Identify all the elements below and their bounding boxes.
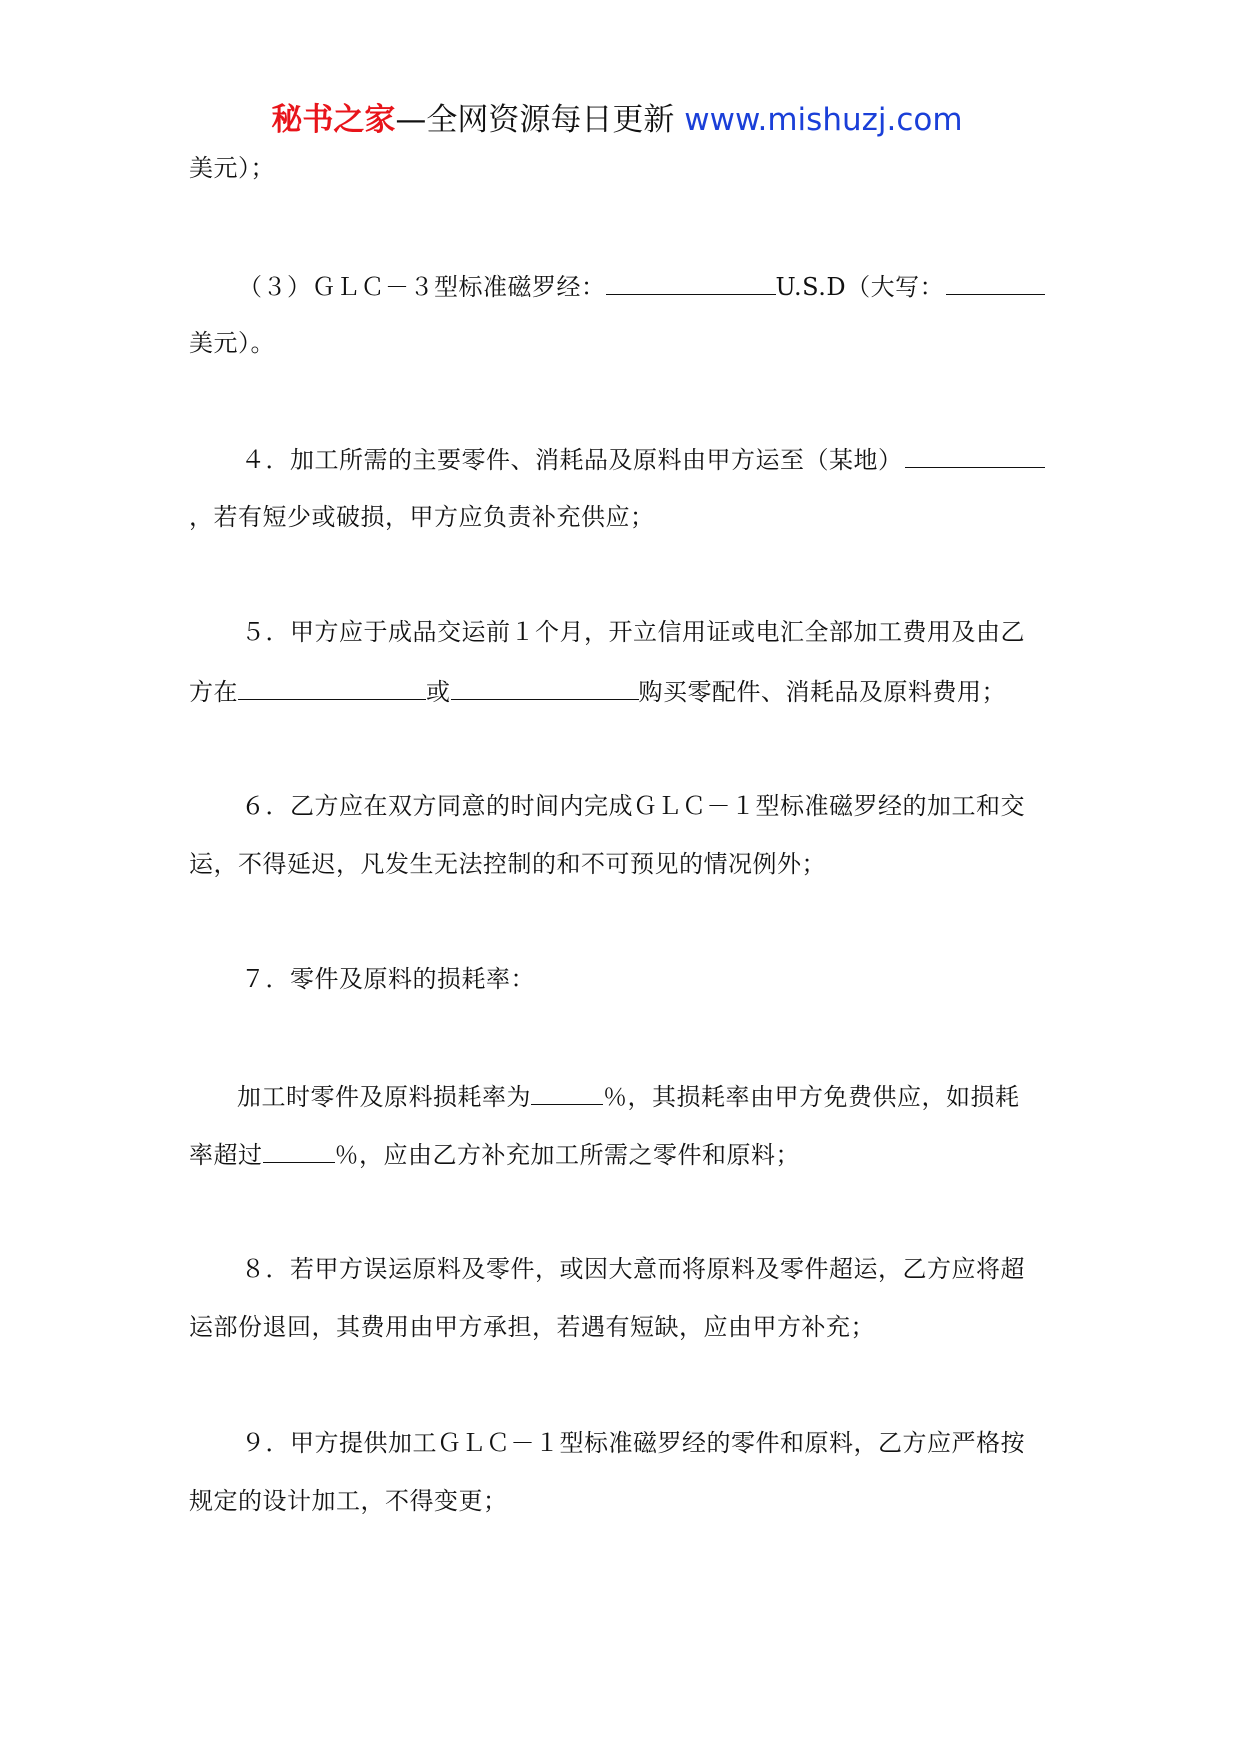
paragraph-line (189, 675, 1045, 707)
line-text: 运部份退回，其费用由甲方承担，若遇有短缺，应由甲方补充； (189, 1313, 875, 1341)
fill-blank[interactable] (238, 675, 426, 700)
line-text: 或 (426, 678, 451, 706)
fill-blank[interactable] (606, 270, 776, 295)
line-text: ７．零件及原料的损耗率： (241, 965, 535, 993)
fill-blank[interactable] (531, 1080, 603, 1105)
header-slogan: —全网资源每日更新 (395, 102, 675, 138)
paragraph-line (189, 1254, 1097, 1284)
line-text: ５．甲方应于成品交运前１个月，开立信用证或电汇全部加工费用及由乙 (241, 618, 1025, 646)
fill-blank[interactable] (946, 270, 1045, 295)
line-text: 规定的设计加工，不得变更； (189, 1487, 508, 1515)
paragraph-line (189, 502, 1045, 532)
fill-blank[interactable] (905, 443, 1046, 468)
line-text: ％，其损耗率由甲方免费供应，如损耗 (603, 1083, 1020, 1111)
line-text: 购买零配件、消耗品及原料费用； (638, 678, 1006, 706)
line-text: ６．乙方应在双方同意的时间内完成ＧＬＣ－１型标准磁罗经的加工和交 (241, 792, 1025, 820)
fill-blank[interactable] (263, 1138, 335, 1163)
header-url[interactable]: www.mishuzj.com (684, 102, 963, 138)
line-text: ，若有短少或破损，甲方应负责补充供应； (189, 503, 655, 531)
paragraph-line (189, 153, 1045, 183)
line-text: ９．甲方提供加工ＧＬＣ－１型标准磁罗经的零件和原料，乙方应严格按 (241, 1429, 1025, 1457)
line-text: ４．加工所需的主要零件、消耗品及原料由甲方运至（某地） (241, 446, 903, 474)
line-text: 美元）； (189, 154, 275, 182)
watermark-header (0, 100, 1234, 140)
line-text: U.S.D（大写： (775, 273, 945, 301)
paragraph-line (189, 849, 1045, 879)
line-text: ％，应由乙方补充加工所需之零件和原料； (334, 1141, 800, 1169)
paragraph-line (189, 270, 1045, 302)
fill-blank[interactable] (451, 675, 639, 700)
paragraph-line (189, 1138, 1045, 1170)
paragraph-line (189, 1312, 1045, 1342)
line-text: 美元）。 (189, 329, 275, 357)
paragraph-line (189, 443, 1045, 475)
line-text: 运，不得延迟，凡发生无法控制的和不可预见的情况例外； (189, 850, 826, 878)
brand-name: 秘书之家 (271, 102, 396, 138)
paragraph-line (189, 328, 1045, 358)
line-text: 率超过 (189, 1141, 263, 1169)
paragraph-line (189, 1428, 1097, 1458)
paragraph-line (189, 964, 1097, 994)
paragraph-line (189, 791, 1097, 821)
paragraph-line (189, 617, 1097, 647)
paragraph-line (189, 1080, 1093, 1112)
paragraph-line (189, 1486, 1045, 1516)
line-text: ８．若甲方误运原料及零件，或因大意而将原料及零件超运，乙方应将超 (241, 1255, 1025, 1283)
line-text: 方在 (189, 678, 238, 706)
line-text: （３）ＧＬＣ－３型标准磁罗经： (238, 273, 606, 301)
line-text: 加工时零件及原料损耗率为 (237, 1083, 531, 1111)
